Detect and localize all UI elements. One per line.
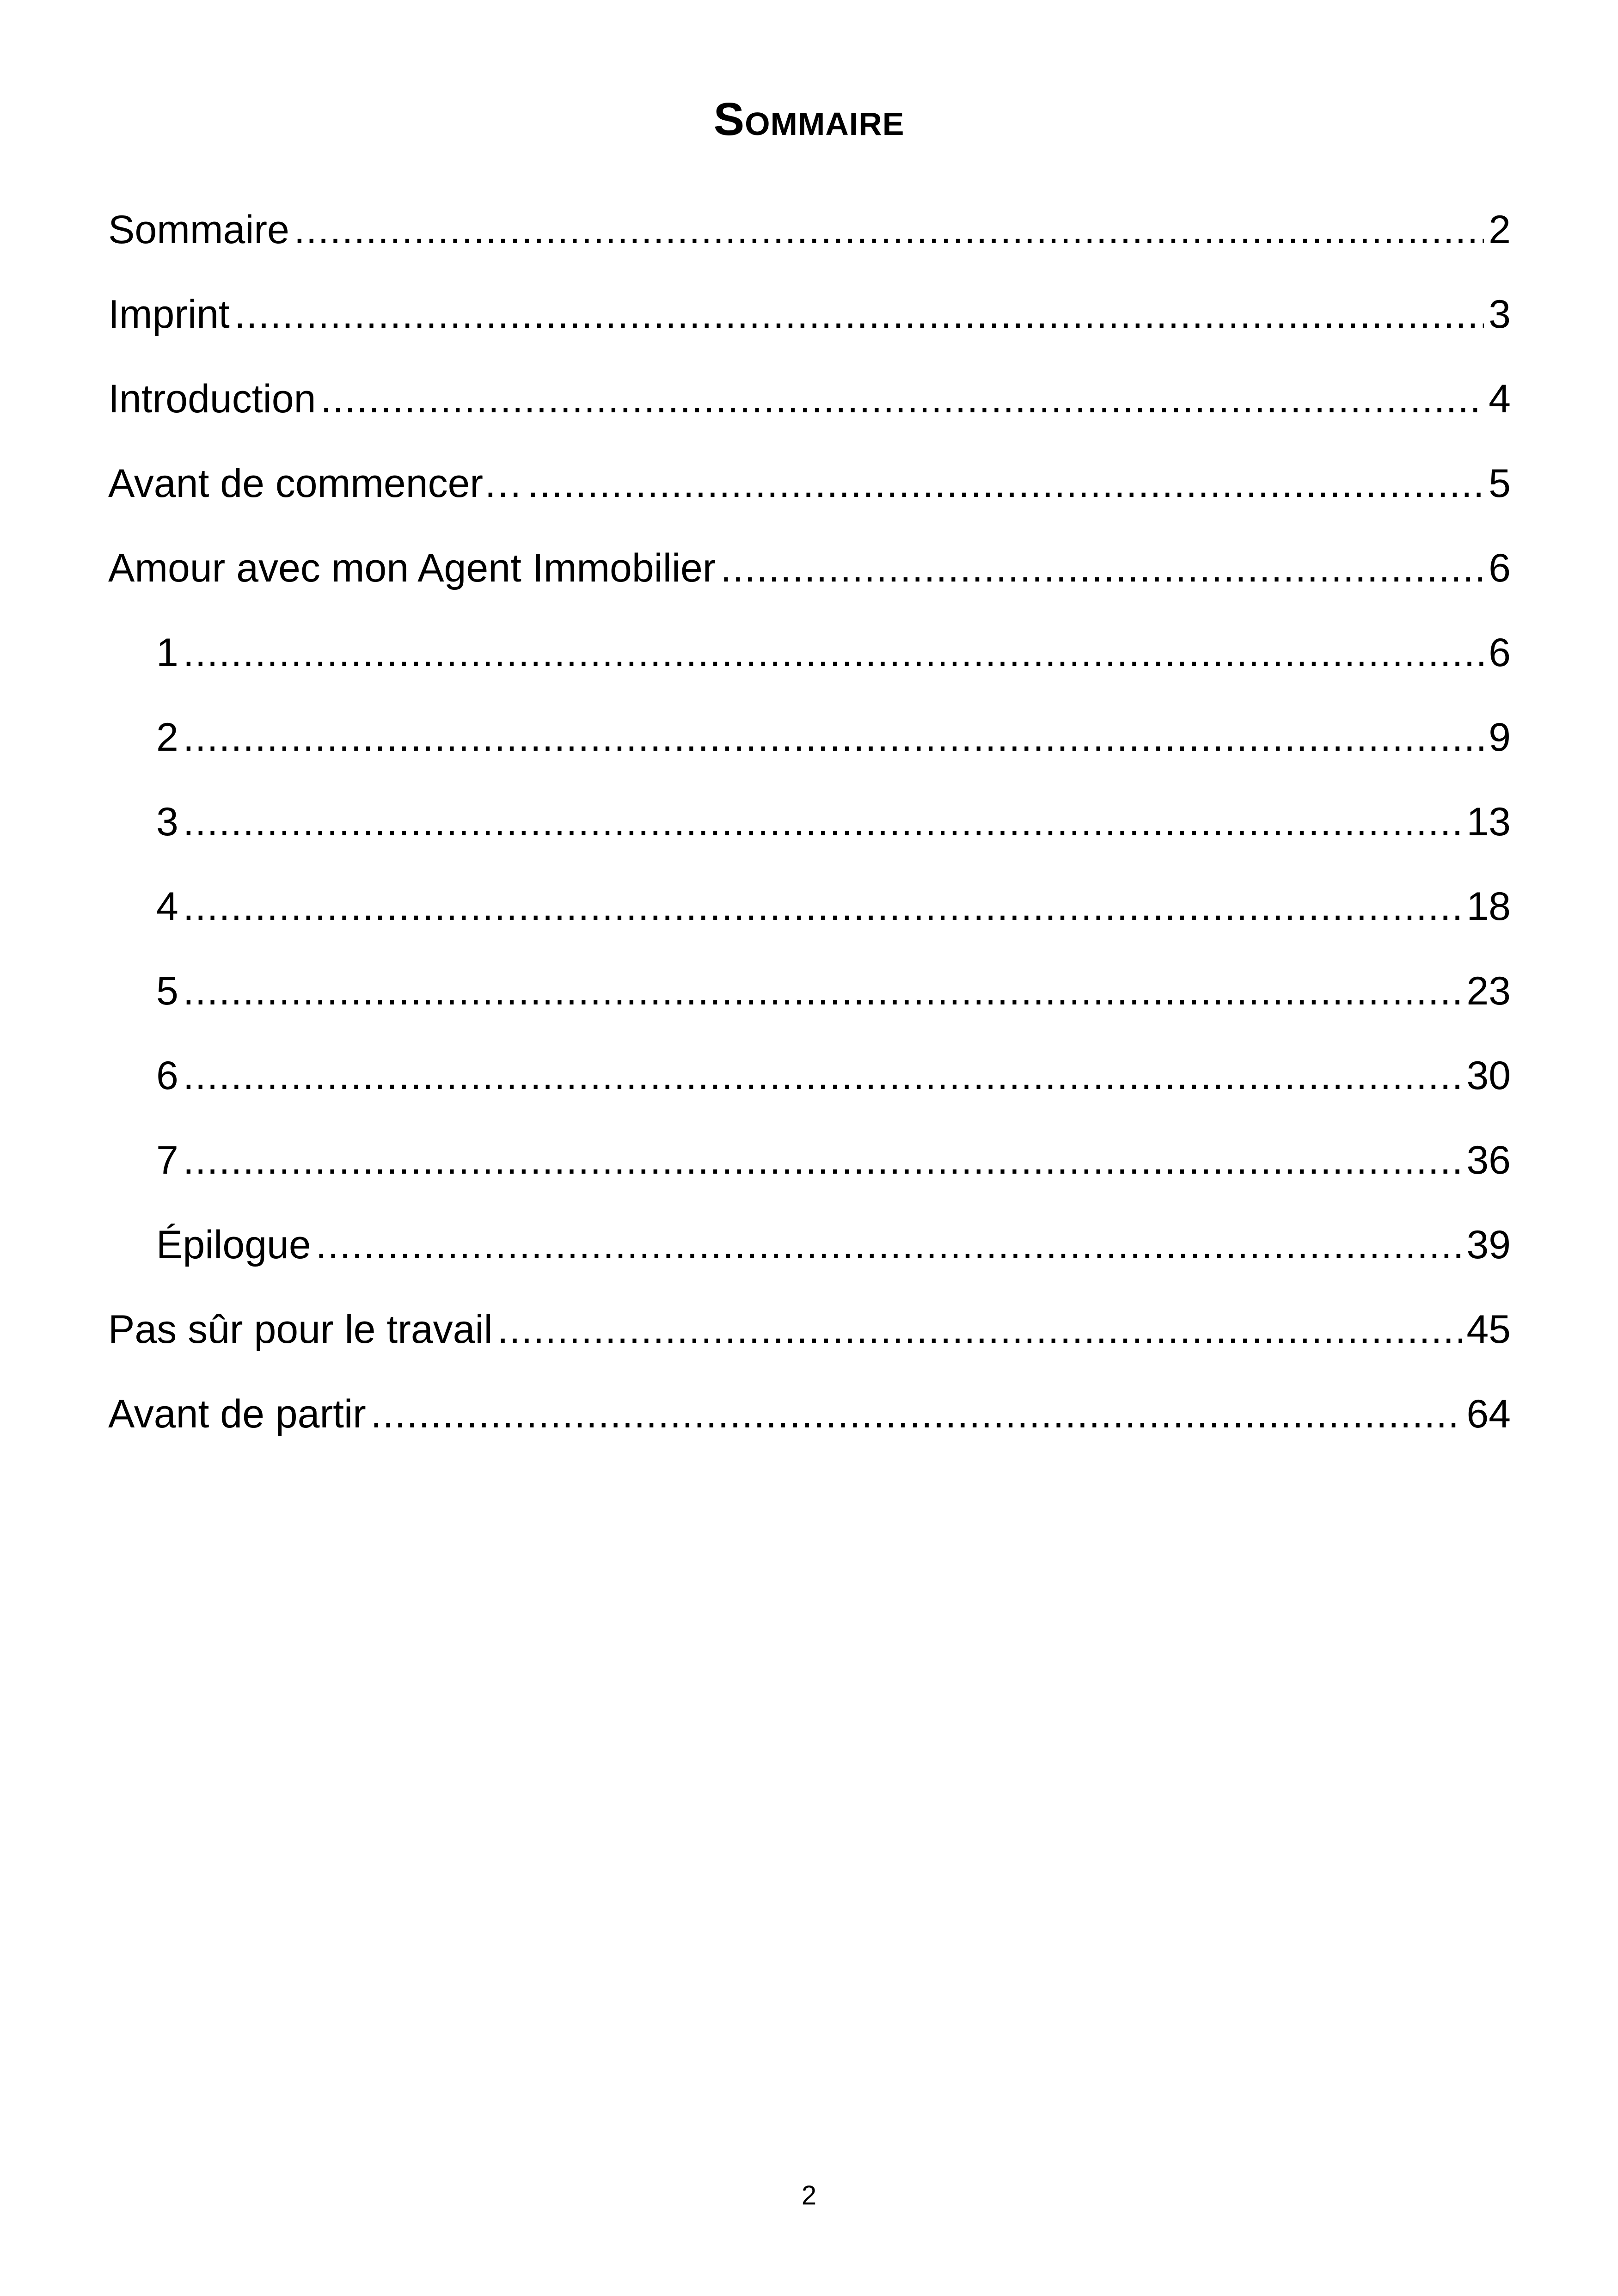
toc-dot-leader bbox=[183, 874, 1462, 939]
toc-dot-leader bbox=[371, 1382, 1462, 1446]
toc-dot-leader bbox=[720, 536, 1484, 600]
toc-subentry[interactable] bbox=[108, 620, 1511, 705]
toc-entry-label: Sommaire bbox=[108, 208, 289, 252]
toc-entry[interactable] bbox=[108, 451, 1511, 536]
toc-entry-page: 18 bbox=[1466, 884, 1511, 929]
toc-dot-leader bbox=[234, 282, 1484, 347]
toc-entry-page: 3 bbox=[1489, 292, 1511, 337]
table-of-contents bbox=[108, 197, 1511, 1466]
toc-entry-label: 2 bbox=[156, 715, 178, 759]
toc-entry[interactable] bbox=[108, 1297, 1511, 1382]
toc-subentry[interactable] bbox=[108, 1043, 1511, 1128]
toc-entry-page: 4 bbox=[1489, 377, 1511, 421]
toc-entry-page: 5 bbox=[1489, 461, 1511, 506]
toc-entry[interactable] bbox=[108, 1382, 1511, 1466]
toc-entry-page: 64 bbox=[1466, 1392, 1511, 1436]
toc-entry-label: Avant de commencer… bbox=[108, 461, 523, 506]
toc-entry-page: 6 bbox=[1489, 631, 1511, 675]
toc-entry[interactable] bbox=[108, 282, 1511, 367]
toc-dot-leader bbox=[497, 1297, 1462, 1362]
toc-dot-leader bbox=[183, 620, 1484, 685]
toc-entry-label: Imprint bbox=[108, 292, 230, 337]
toc-entry-page: 13 bbox=[1466, 800, 1511, 844]
toc-entry[interactable] bbox=[108, 367, 1511, 451]
toc-dot-leader bbox=[294, 197, 1484, 262]
toc-subentry[interactable] bbox=[108, 790, 1511, 874]
toc-dot-leader bbox=[183, 790, 1462, 854]
toc-entry-page: 36 bbox=[1466, 1138, 1511, 1182]
toc-entry-label: 6 bbox=[156, 1053, 178, 1098]
toc-dot-leader bbox=[183, 1128, 1462, 1193]
toc-entry-label: 4 bbox=[156, 884, 178, 929]
toc-dot-leader bbox=[183, 959, 1462, 1023]
toc-entry-page: 23 bbox=[1466, 969, 1511, 1013]
toc-entry-label: 3 bbox=[156, 800, 178, 844]
toc-dot-leader bbox=[320, 367, 1484, 431]
toc-subentry[interactable] bbox=[108, 1128, 1511, 1212]
toc-entry[interactable] bbox=[108, 536, 1511, 620]
toc-dot-leader bbox=[183, 705, 1484, 770]
toc-entry-label: Introduction bbox=[108, 377, 316, 421]
toc-dot-leader bbox=[316, 1212, 1462, 1277]
toc-entry-label: Amour avec mon Agent Immobilier bbox=[108, 546, 716, 590]
toc-entry-page: 9 bbox=[1489, 715, 1511, 759]
toc-entry-label: 5 bbox=[156, 969, 178, 1013]
toc-dot-leader bbox=[183, 1043, 1462, 1108]
toc-entry-page: 30 bbox=[1466, 1053, 1511, 1098]
toc-entry-page: 39 bbox=[1466, 1223, 1511, 1267]
toc-entry-page: 6 bbox=[1489, 546, 1511, 590]
toc-subentry[interactable] bbox=[108, 1212, 1511, 1297]
toc-entry-label: Épilogue bbox=[156, 1223, 311, 1267]
page-number: 2 bbox=[801, 2180, 817, 2210]
toc-entry-page: 45 bbox=[1466, 1307, 1511, 1352]
toc-entry-label: 1 bbox=[156, 631, 178, 675]
toc-dot-leader bbox=[527, 451, 1484, 516]
toc-subentry[interactable] bbox=[108, 959, 1511, 1043]
toc-entry-page: 2 bbox=[1489, 208, 1511, 252]
page-title: Sommaire bbox=[713, 93, 905, 145]
toc-entry-label: 7 bbox=[156, 1138, 178, 1182]
toc-entry-label: Pas sûr pour le travail bbox=[108, 1307, 493, 1352]
toc-entry[interactable] bbox=[108, 197, 1511, 282]
toc-subentry[interactable] bbox=[108, 705, 1511, 790]
toc-entry-label: Avant de partir bbox=[108, 1392, 366, 1436]
toc-subentry[interactable] bbox=[108, 874, 1511, 959]
